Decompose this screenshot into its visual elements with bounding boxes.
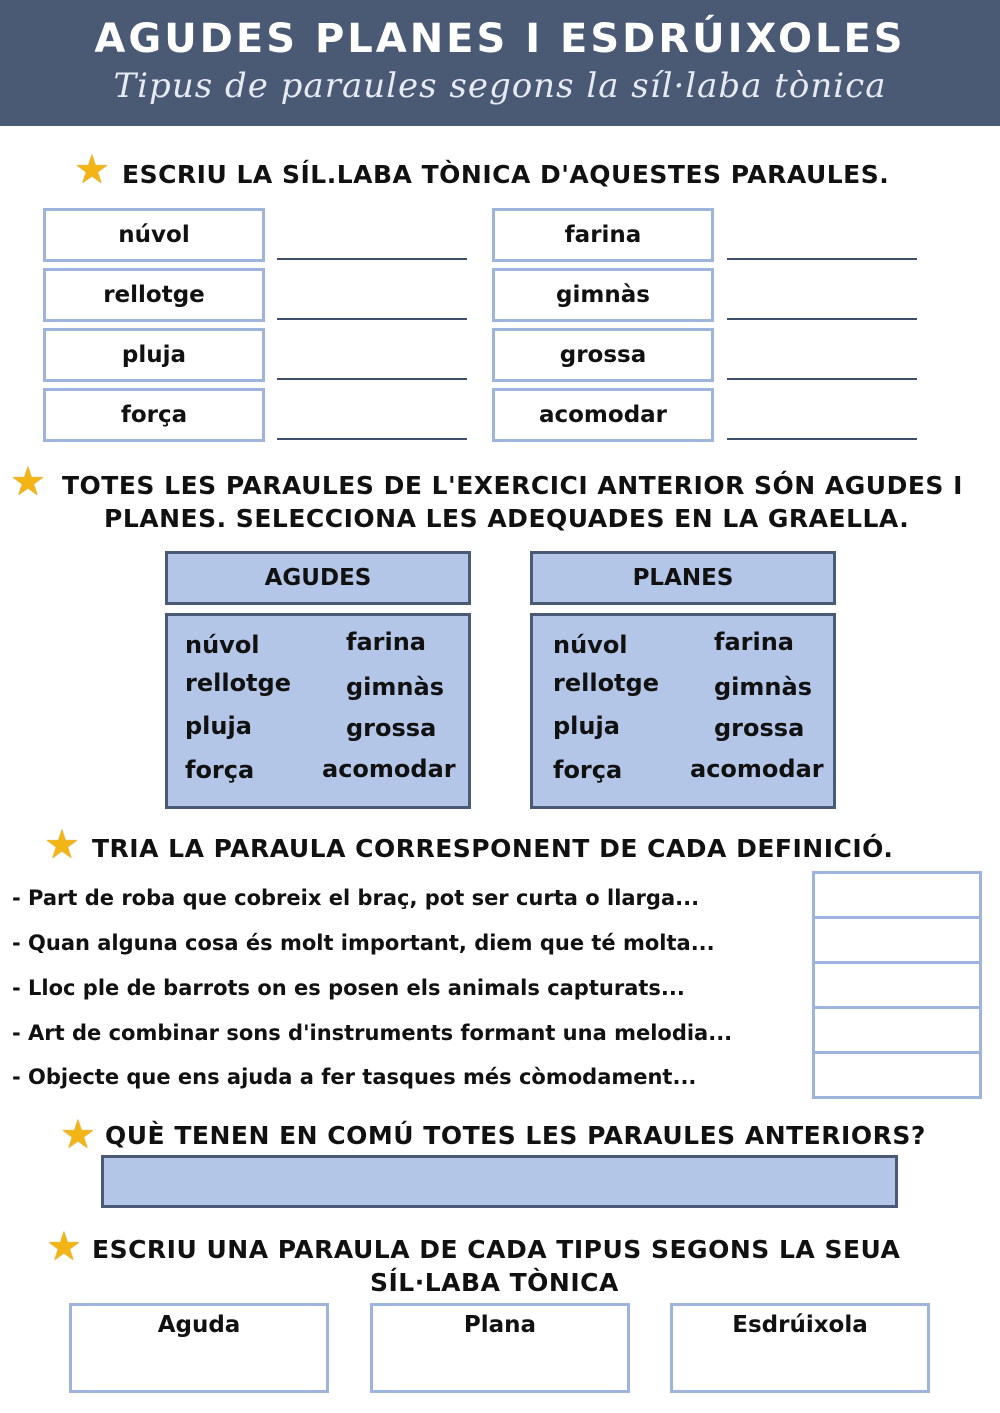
answer-line[interactable] [277,378,467,380]
plana-box[interactable] [370,1303,630,1393]
aguda-box[interactable] [69,1303,329,1393]
definition-answer-box[interactable] [812,1006,982,1054]
word-box: farina [492,208,714,262]
grid-word[interactable]: força [553,756,623,784]
word-box: grossa [492,328,714,382]
grid-word[interactable]: acomodar [690,755,824,783]
page-header [0,0,1000,126]
agudes-grid [165,613,471,809]
word-box: pluja [43,328,265,382]
answer-line[interactable] [277,438,467,440]
exercise4-heading: QUÈ TENEN EN COMÚ TOTES LES PARAULES ANTERIORS? [105,1121,926,1150]
type-label: Plana [463,1312,537,1338]
grid-word[interactable]: gimnàs [346,673,444,701]
answer-line[interactable] [727,318,917,320]
star-icon: ★ [44,822,80,868]
exercise1-heading: ESCRIU LA SÍL.LABA TÒNICA D'AQUESTES PARAULES. [122,160,890,189]
answer-line[interactable] [727,378,917,380]
grid-word[interactable]: gimnàs [714,673,812,701]
exercise2-heading-line1: TOTES LES PARAULES DE L'EXERCICI ANTERIOR SÓN AGUDES I [62,471,963,500]
word-box: força [43,388,265,442]
exercise2-heading-line2: PLANES. SELECCIONA LES ADEQUADES EN LA GRAELLA. [104,504,910,533]
grid-word[interactable]: rellotge [553,669,659,697]
planes-header: PLANES [530,551,836,605]
word-box: acomodar [492,388,714,442]
planes-grid [530,613,836,809]
star-icon: ★ [46,1224,82,1270]
grid-word[interactable]: força [185,756,255,784]
exercise5-heading-line1: ESCRIU UNA PARAULA DE CADA TIPUS SEGONS LA SEUA [92,1235,901,1264]
definition-answer-box[interactable] [812,871,982,919]
definition-answer-box[interactable] [812,961,982,1009]
grid-word[interactable]: núvol [185,631,260,659]
star-icon: ★ [60,1112,96,1158]
definition-text: - Part de roba que cobreix el braç, pot ser curta o llarga... [12,886,700,910]
grid-word[interactable]: grossa [714,714,805,742]
grid-word[interactable]: pluja [553,712,620,740]
grid-word[interactable]: farina [346,628,426,656]
type-label: Aguda [157,1312,241,1338]
page-title: AGUDES PLANES I ESDRÚIXOLES [94,16,906,62]
answer-line[interactable] [727,258,917,260]
grid-word[interactable]: rellotge [185,669,291,697]
grid-word[interactable]: acomodar [322,755,456,783]
grid-word[interactable]: grossa [346,714,437,742]
answer-line[interactable] [727,438,917,440]
definition-answer-box[interactable] [812,916,982,964]
definition-text: - Art de combinar sons d'instruments formant una melodia... [12,1021,733,1045]
star-icon: ★ [74,147,110,193]
agudes-header: AGUDES [165,551,471,605]
word-box: núvol [43,208,265,262]
word-box: rellotge [43,268,265,322]
answer-line[interactable] [277,258,467,260]
page-subtitle: Tipus de paraules segons la síl·laba tònica [113,66,887,106]
definition-text: - Quan alguna cosa és molt important, diem que té molta... [12,931,715,955]
star-icon: ★ [10,459,46,505]
grid-word[interactable]: núvol [553,631,628,659]
word-box: gimnàs [492,268,714,322]
grid-word[interactable]: pluja [185,712,252,740]
definition-text: - Lloc ple de barrots on es posen els animals capturats... [12,976,685,1000]
common-answer-box[interactable] [101,1155,898,1208]
exercise3-heading: TRIA LA PARAULA CORRESPONENT DE CADA DEFINICIÓ. [92,834,894,863]
definition-answer-box[interactable] [812,1051,982,1099]
exercise5-heading-line2: SÍL·LABA TÒNICA [370,1268,619,1297]
type-label: Esdrúixola [732,1312,868,1338]
grid-word[interactable]: farina [714,628,794,656]
definition-text: - Objecte que ens ajuda a fer tasques més còmodament... [12,1065,697,1089]
esdruixola-box[interactable] [670,1303,930,1393]
answer-line[interactable] [277,318,467,320]
